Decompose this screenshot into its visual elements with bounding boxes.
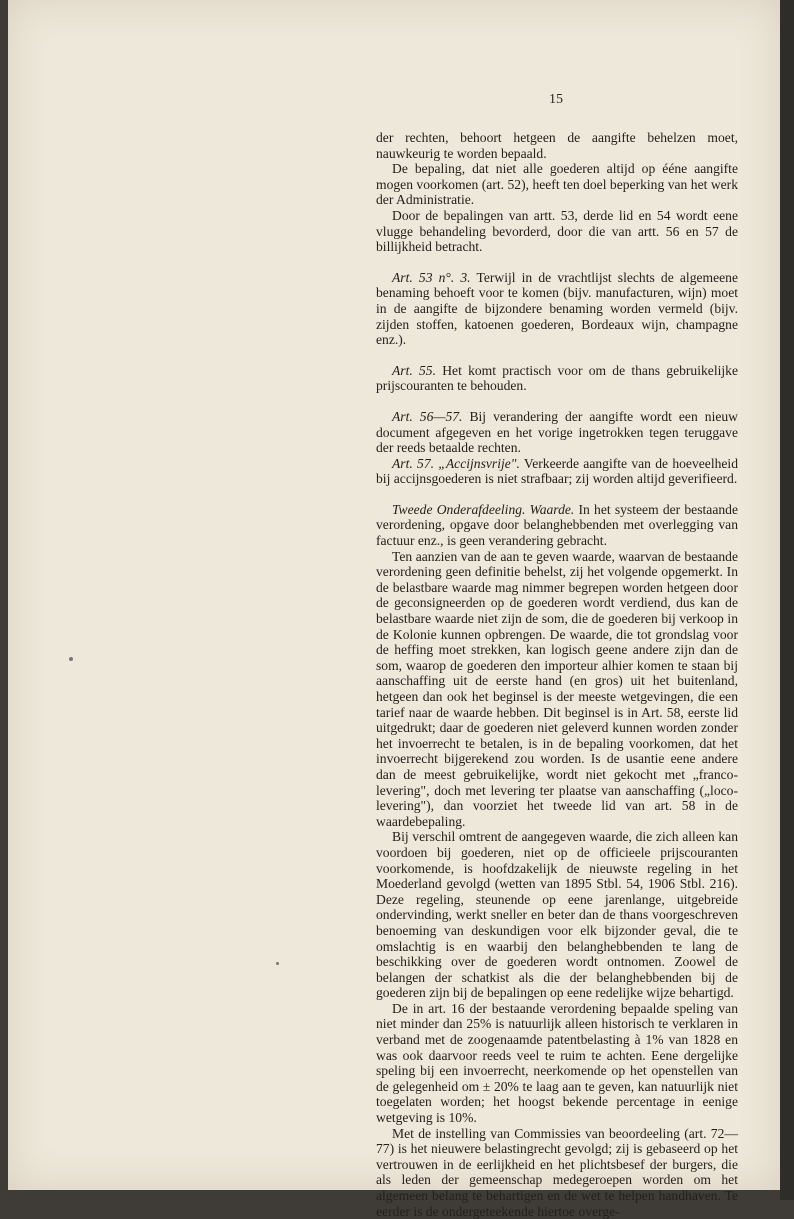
body-text xyxy=(376,130,738,1219)
page-number: 15 xyxy=(549,92,563,107)
paragraph: Bij verschil omtrent de aangegeven waarde, die zich alleen kan voordoen bij goederen, niet op de officieele prijscouranten voorkomende, is hoofdzakelijk de nieuwste regeling in het Moederland gevolgd (wetten van 1895 Stbl. 54, 1906 Stbl. 216). Deze regeling, steunende op eene jarenlange, uitgebreide ondervinding, werkt sneller en beter dan de thans voorgeschreven benoeming van deskundigen voor elk bijzonder geval, die te omslachtig is en waarbij den belanghebbenden te lang de beschikking over de goederen wordt ontnomen. Zoowel de belangen der schatkist als die der belanghebbenden bij de goederen zijn bij de bepalingen op eene redelijke wijze behartigd. xyxy=(376,829,738,1001)
scan-speck xyxy=(276,962,279,965)
paragraph-waarde: Tweede Onderafdeeling. Waarde. In het systeem der bestaande verordening, opgave door belanghebbenden met overlegging van factuur enz., is geen verandering gebracht. xyxy=(376,501,738,549)
paragraph-art-53: Art. 53 n°. 3. Terwijl in de vrachtlijst slechts de algemeene benaming behoeft voor te komen (bijv. manufacturen, wijn) moet in de aangifte de bijzondere benaming worden vermeld (bijv. zijden stoffen, katoenen goederen, Bordeaux wijn, champagne enz.). xyxy=(376,269,738,348)
article-ref: Art. 57. „Accijnsvrije". xyxy=(392,455,520,471)
paragraph: De in art. 16 der bestaande verordening bepaalde speling van niet minder dan 25% is natuurlijk alleen historisch te verklaren in verband met de zoogenaamde patentbelasting à 1% van 1828 en was ook daarvoor reeds veel te ruim te achten. Eene dergelijke speling bij een invoerrecht, neerkomende op het openstellen van de gelegenheid om ± 20% te laag aan te geven, kan natuurlijk niet toegelaten worden; het hoogst bekende percentage in eenige wetgeving is 10%. xyxy=(376,1000,738,1126)
section-heading: Tweede Onderafdeeling. Waarde. xyxy=(392,501,575,517)
article-ref: Art. 56—57. xyxy=(392,408,463,424)
scan-border xyxy=(780,0,794,1200)
paragraph: Door de bepalingen van artt. 53, derde lid en 54 wordt eene vlugge behandeling bevorderd, door die van artt. 56 en 57 de billijkheid betracht. xyxy=(376,207,738,255)
scan-speck xyxy=(69,657,73,661)
scanned-page xyxy=(8,0,780,1219)
paragraph-art-55: Art. 55. Het komt practisch voor om de thans gebruikelijke prijscouranten te behouden. xyxy=(376,362,738,394)
paragraph-art-57: Art. 57. „Accijnsvrije". Verkeerde aangifte van de hoeveelheid bij accijnsgoederen is niet strafbaar; zij worden altijd geverifieerd. xyxy=(376,455,738,487)
paragraph: De bepaling, dat niet alle goederen altijd op ééne aangifte mogen voorkomen (art. 52), heeft ten doel beperking van het werk der Administratie. xyxy=(376,161,738,208)
paragraph-art-56-57: Art. 56—57. Bij verandering der aangifte wordt een nieuw document afgegeven en het vorige ingetrokken tegen teruggave der reeds betaalde rechten. xyxy=(376,408,738,456)
paragraph: Met de instelling van Commissies van beoordeeling (art. 72—77) is het nieuwere belastingrecht gevolgd; zij is gebaseerd op het vertrouwen in de eerlijkheid en het plichtsbesef der burgers, die als leden der gemeenschap medegeroepen worden om het algemeen belang te behartigen en de wet te helpen handhaven. Te eerder is de ondergeteekende hiertoe overge- xyxy=(376,1125,738,1219)
paragraph: Ten aanzien van de aan te geven waarde, waarvan de bestaande verordening geen definitie behelst, zij het volgende opgemerkt. In de belastbare waarde mag nimmer begrepen worden hetgeen door de geconsigneerden op de goederen wordt verdiend, dus kan de belastbare waarde niet zijn de som, die de goederen bij verkoop in de Kolonie kunnen opbrengen. De waarde, die tot grondslag voor de heffing moet strekken, kan logisch geene andere zijn dan de som, waarop de goederen den importeur alhier komen te staan bij aanschaffing uit de eerste hand (en gros) uit het buitenland, hetgeen dan ook het beginsel is der meeste wetgevingen, die een tarief naar de waarde hebben. Dit beginsel is in Art. 58, eerste lid uitgedrukt; daar de goederen niet geleverd kunnen worden zonder het invoerrecht te betalen, is in de bepaling voorkomen, dat het invoerrecht bijgerekend zou worden. Is de usantie eene andere dan de meest gebruikelijke, wordt niet gekocht met „franco-levering", doch met levering ter plaatse van aanschaffing („loco-levering"), dan voorziet het tweede lid van art. 58 in de waardebepaling. xyxy=(376,548,738,829)
article-ref: Art. 55. xyxy=(392,362,436,378)
article-ref: Art. 53 n°. 3. xyxy=(392,269,471,285)
paragraph: der rechten, behoort hetgeen de aangifte behelzen moet, nauwkeurig te worden bepaald. xyxy=(376,130,738,161)
